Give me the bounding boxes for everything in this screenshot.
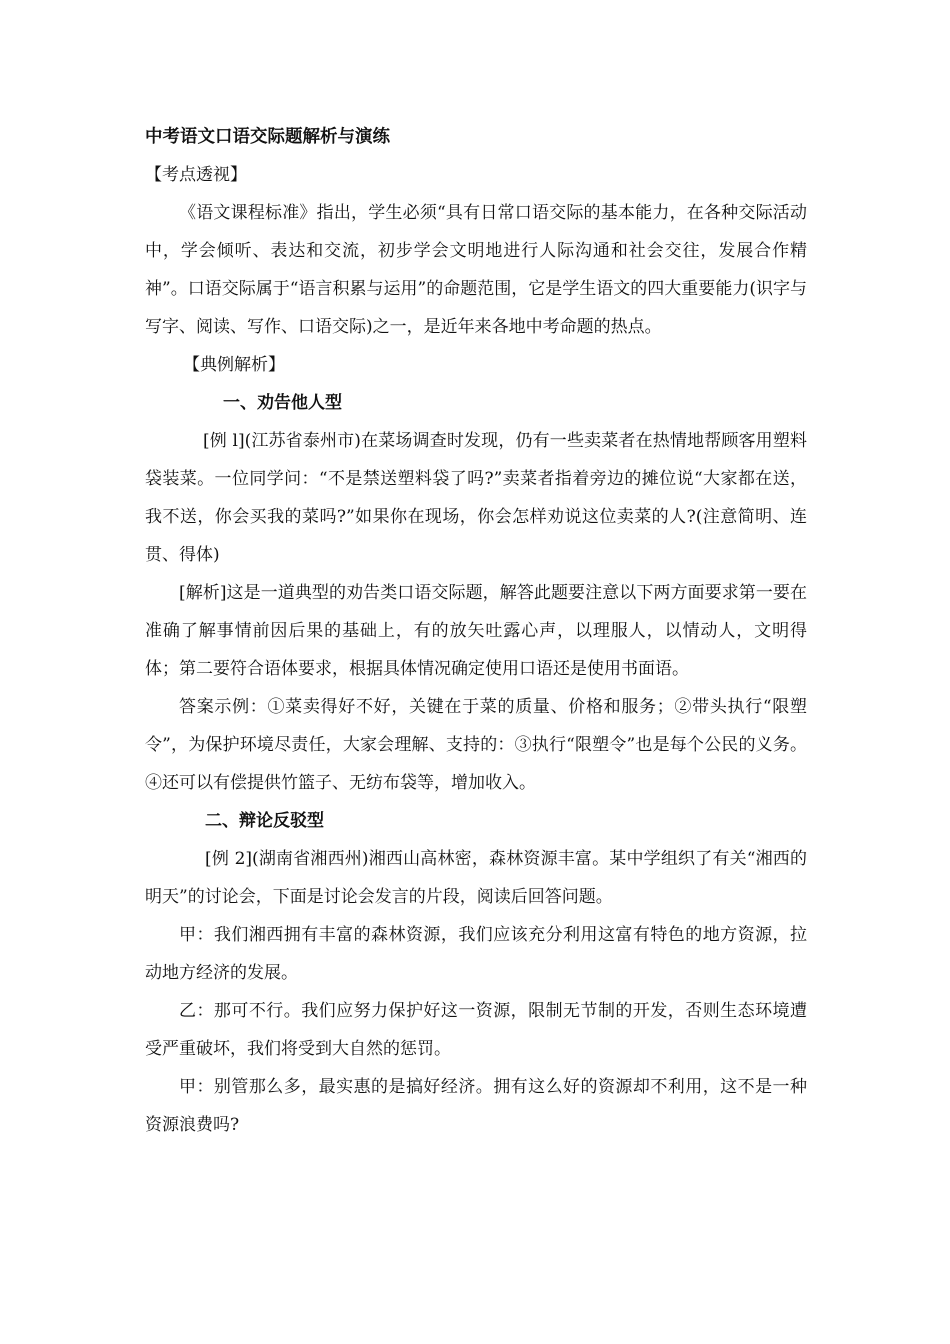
speech-a1-paragraph: 甲：我们湘西拥有丰富的森林资源，我们应该充分利用这富有特色的地方资源，拉动地方经济的发展。 <box>145 925 807 983</box>
example2-paragraph: [例 2](湖南省湘西州)湘西山高林密，森林资源丰富。某中学组织了有关“湘西的明天”的讨论会，下面是讨论会发言的片段，阅读后回答问题。 <box>145 849 807 907</box>
type1-heading: 一、劝告他人型 <box>223 393 342 413</box>
example1-paragraph: [例 l](江苏省泰州市)在菜场调查时发现，仍有一些卖菜者在热情地帮顾客用塑料袋装菜。一位同学问：“不是禁送塑料袋了吗?”卖菜者指着旁边的摊位说“大家都在送，我不送，你会买我的菜吗?”如果你在现场，你会怎样劝说这位卖菜的人?(注意简明、连贯、得体) <box>145 431 807 565</box>
speech-a2-paragraph: 甲：别管那么多，最实惠的是搞好经济。拥有这么好的资源却不利用，这不是一种资源浪费吗? <box>145 1077 807 1135</box>
analysis1-paragraph: [解析]这是一道典型的劝告类口语交际题，解答此题要注意以下两方面要求第一要在准确了解事情前因后果的基础上，有的放矢吐露心声，以理服人，以情动人，文明得体；第二要符合语体要求，根据具体情况确定使用口语还是使用书面语。 <box>145 583 807 679</box>
section-heading-examples: 【典例解析】 <box>183 355 285 375</box>
focus-paragraph: 《语文课程标准》指出，学生必须“具有日常口语交际的基本能力，在各种交际活动中，学会倾听、表达和交流，初步学会文明地进行人际沟通和社会交往，发展合作精神”。口语交际属于“语言积累与运用”的命题范围，它是学生语文的四大重要能力(识字与写字、阅读、写作、口语交际)之一，是近年来各地中考命题的热点。 <box>145 203 807 337</box>
type2-heading: 二、辩论反驳型 <box>205 811 324 831</box>
document-title: 中考语文口语交际题解析与演练 <box>145 127 390 147</box>
document-body <box>145 118 807 1144</box>
speech-b1-paragraph: 乙：那可不行。我们应努力保护好这一资源，限制无节制的开发，否则生态环境遭受严重破坏，我们将受到大自然的惩罚。 <box>145 1001 807 1059</box>
answer1-paragraph: 答案示例：①菜卖得好不好，关键在于菜的质量、价格和服务；②带头执行“限塑令”，为保护环境尽责任，大家会理解、支持的：③执行“限塑令”也是每个公民的义务。④还可以有偿提供竹篮子、无纺布袋等，增加收入。 <box>145 697 807 793</box>
section-heading-focus: 【考点透视】 <box>145 165 247 185</box>
